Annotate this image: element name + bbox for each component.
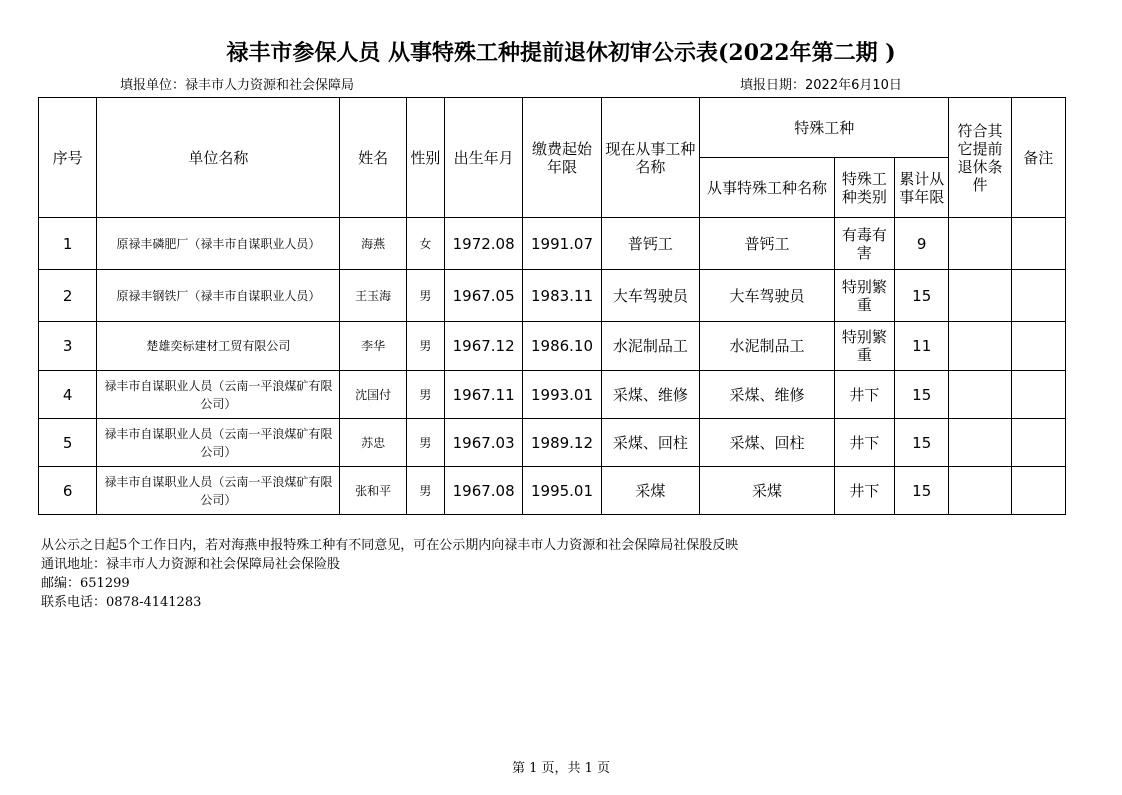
cell-remark (1011, 419, 1065, 467)
reporting-date: 填报日期：2022年6月10日 (740, 78, 902, 93)
header-remark: 备注 (1011, 98, 1065, 218)
cell-eligible (949, 371, 1011, 419)
cell-remark (1011, 467, 1065, 515)
cell-special-type: 井下 (834, 371, 894, 419)
cell-gender: 男 (406, 467, 444, 515)
notice-table (38, 97, 1066, 515)
cell-special-type: 井下 (834, 467, 894, 515)
cell-unit: 楚雄奕标建材工贸有限公司 (97, 322, 340, 371)
cell-eligible (949, 322, 1011, 371)
notice-notes (41, 536, 738, 612)
cell-birth: 1967.12 (444, 322, 522, 371)
cell-seq: 1 (39, 218, 97, 270)
note-objection: 从公示之日起5个工作日内，若对海燕申报特殊工种有不同意见，可在公示期内向禄丰市人力资源和社会保障局社保股反映 (41, 538, 739, 553)
cell-current-job: 采煤 (601, 467, 699, 515)
cell-eligible (949, 218, 1011, 270)
cell-pay-start: 1983.11 (523, 270, 601, 322)
cell-birth: 1972.08 (444, 218, 522, 270)
cell-special-type: 有毒有害 (834, 218, 894, 270)
cell-birth: 1967.11 (444, 371, 522, 419)
cell-special-name: 采煤 (700, 467, 835, 515)
page-number: 第 1 页，共 1 页 (511, 761, 611, 776)
header-eligible: 符合其它提前退休条件 (949, 98, 1011, 218)
reporting-unit: 填报单位：禄丰市人力资源和社会保障局 (120, 78, 355, 93)
cell-gender: 男 (406, 270, 444, 322)
cell-special-name: 大车驾驶员 (700, 270, 835, 322)
cell-gender: 男 (406, 371, 444, 419)
cell-name: 张和平 (340, 467, 406, 515)
cell-current-job: 大车驾驶员 (601, 270, 699, 322)
cell-special-name: 水泥制品工 (700, 322, 835, 371)
cell-current-job: 水泥制品工 (601, 322, 699, 371)
cell-pay-start: 1991.07 (523, 218, 601, 270)
cell-seq: 5 (39, 419, 97, 467)
cell-gender: 女 (406, 218, 444, 270)
cell-years: 15 (895, 419, 949, 467)
cell-remark (1011, 270, 1065, 322)
cell-eligible (949, 467, 1011, 515)
cell-unit: 原禄丰磷肥厂（禄丰市自谋职业人员） (97, 218, 340, 270)
cell-unit: 禄丰市自谋职业人员（云南一平浪煤矿有限公司） (97, 419, 340, 467)
cell-unit: 原禄丰钢铁厂（禄丰市自谋职业人员） (97, 270, 340, 322)
cell-years: 9 (895, 218, 949, 270)
cell-birth: 1967.08 (444, 467, 522, 515)
cell-special-type: 特别繁重 (834, 270, 894, 322)
cell-name: 李华 (340, 322, 406, 371)
cell-years: 15 (895, 467, 949, 515)
cell-special-name: 采煤、回柱 (700, 419, 835, 467)
header-special-name: 从事特殊工种名称 (700, 158, 835, 218)
header-pay-start: 缴费起始年限 (523, 98, 601, 218)
cell-pay-start: 1993.01 (523, 371, 601, 419)
note-address: 通讯地址：禄丰市人力资源和社会保障局社会保险股 (41, 557, 341, 572)
cell-unit: 禄丰市自谋职业人员（云南一平浪煤矿有限公司） (97, 467, 340, 515)
cell-seq: 4 (39, 371, 97, 419)
cell-unit: 禄丰市自谋职业人员（云南一平浪煤矿有限公司） (97, 371, 340, 419)
cell-special-type: 特别繁重 (834, 322, 894, 371)
cell-current-job: 采煤、回柱 (601, 419, 699, 467)
cell-birth: 1967.05 (444, 270, 522, 322)
cell-pay-start: 1989.12 (523, 419, 601, 467)
cell-pay-start: 1995.01 (523, 467, 601, 515)
page-title: 禄丰市参保人员 从事特殊工种提前退休初审公示表(2022年第二期 ) (226, 40, 896, 66)
cell-remark (1011, 371, 1065, 419)
cell-pay-start: 1986.10 (523, 322, 601, 371)
table-row (39, 467, 1066, 515)
header-birth: 出生年月 (444, 98, 522, 218)
header-special: 特殊工种 (700, 98, 949, 158)
header-current-job: 现在从事工种名称 (601, 98, 699, 218)
header-seq: 序号 (39, 98, 97, 218)
cell-remark (1011, 322, 1065, 371)
cell-current-job: 普钙工 (601, 218, 699, 270)
note-phone: 联系电话：0878-4141283 (41, 595, 202, 610)
cell-special-name: 采煤、维修 (700, 371, 835, 419)
cell-current-job: 采煤、维修 (601, 371, 699, 419)
cell-eligible (949, 419, 1011, 467)
header-unit-name: 单位名称 (97, 98, 340, 218)
cell-name: 沈国付 (340, 371, 406, 419)
cell-years: 15 (895, 270, 949, 322)
header-special-type: 特殊工种类别 (834, 158, 894, 218)
cell-years: 15 (895, 371, 949, 419)
table-row (39, 371, 1066, 419)
cell-name: 海燕 (340, 218, 406, 270)
cell-seq: 3 (39, 322, 97, 371)
cell-remark (1011, 218, 1065, 270)
cell-gender: 男 (406, 419, 444, 467)
cell-name: 苏忠 (340, 419, 406, 467)
cell-eligible (949, 270, 1011, 322)
table-row (39, 419, 1066, 467)
cell-gender: 男 (406, 322, 444, 371)
cell-seq: 2 (39, 270, 97, 322)
header-special-years: 累计从事年限 (895, 158, 949, 218)
cell-name: 王玉海 (340, 270, 406, 322)
table-row (39, 270, 1066, 322)
note-postcode: 邮编：651299 (41, 576, 130, 591)
cell-birth: 1967.03 (444, 419, 522, 467)
cell-years: 11 (895, 322, 949, 371)
table-row (39, 218, 1066, 270)
header-name: 姓名 (340, 98, 406, 218)
cell-seq: 6 (39, 467, 97, 515)
cell-special-name: 普钙工 (700, 218, 835, 270)
table-row (39, 322, 1066, 371)
cell-special-type: 井下 (834, 419, 894, 467)
header-gender: 性别 (406, 98, 444, 218)
